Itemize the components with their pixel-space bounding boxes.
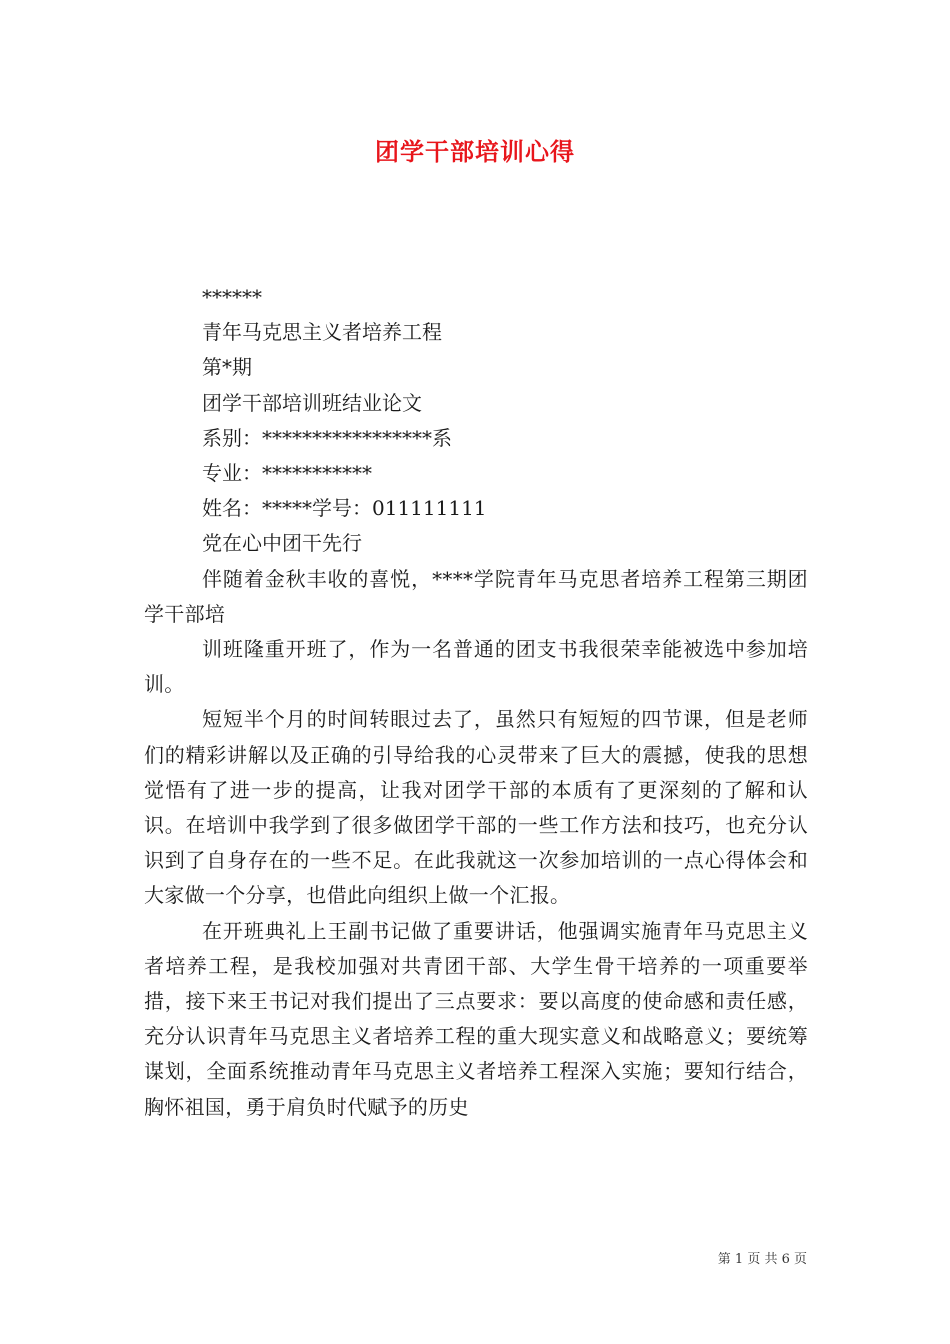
header-line-program: 青年马克思主义者培养工程 xyxy=(202,320,442,345)
header-line-major: 专业：*********** xyxy=(202,461,372,486)
page-number-footer: 第 1 页 共 6 页 xyxy=(717,1252,807,1267)
paragraph: 训班隆重开班了，作为一名普通的团支书我很荣幸能被选中参加培训。 xyxy=(144,637,808,697)
header-line-department: 系别：*****************系 xyxy=(202,425,452,450)
header-line-name-id: 姓名：*****学号：011111111 xyxy=(202,496,487,521)
header-line-session: 第*期 xyxy=(202,355,252,380)
header-line-school: ****** xyxy=(202,285,262,309)
header-line-paper-type: 团学干部培训班结业论文 xyxy=(202,390,422,415)
paragraph: 在开班典礼上王副书记做了重要讲话，他强调实施青年马克思主义者培养工程，是我校加强对共青团干部、大学生骨干培养的一项重要举措，接下来王书记对我们提出了三点要求：要以高度的使命感和责任感，充分认识青年马克思主义者培养工程的重大现实意义和战略意义；要统筹谋划，全面系统推动青年马克思主义者培养工程深入实施；要知行结合，胸怀祖国，勇于肩负时代赋予的历史 xyxy=(144,918,808,1119)
paragraph: 短短半个月的时间转眼过去了，虽然只有短短的四节课，但是老师们的精彩讲解以及正确的引导给我的心灵带来了巨大的震撼，使我的思想觉悟有了进一步的提高，让我对团学干部的本质有了更深刻的了解和认识。在培训中我学到了很多做团学干部的一些工作方法和技巧，也充分认识到了自身存在的一些不足。在此我就这一次参加培训的一点心得体会和大家做一个分享，也借此向组织上做一个汇报。 xyxy=(144,707,808,908)
page-title: 团学干部培训心得 xyxy=(375,137,575,166)
document-body xyxy=(144,280,808,1125)
paragraph: 伴随着金秋丰收的喜悦，****学院青年马克思者培养工程第三期团学干部培 xyxy=(144,566,808,626)
header-line-subtitle: 党在心中团干先行 xyxy=(202,531,362,556)
